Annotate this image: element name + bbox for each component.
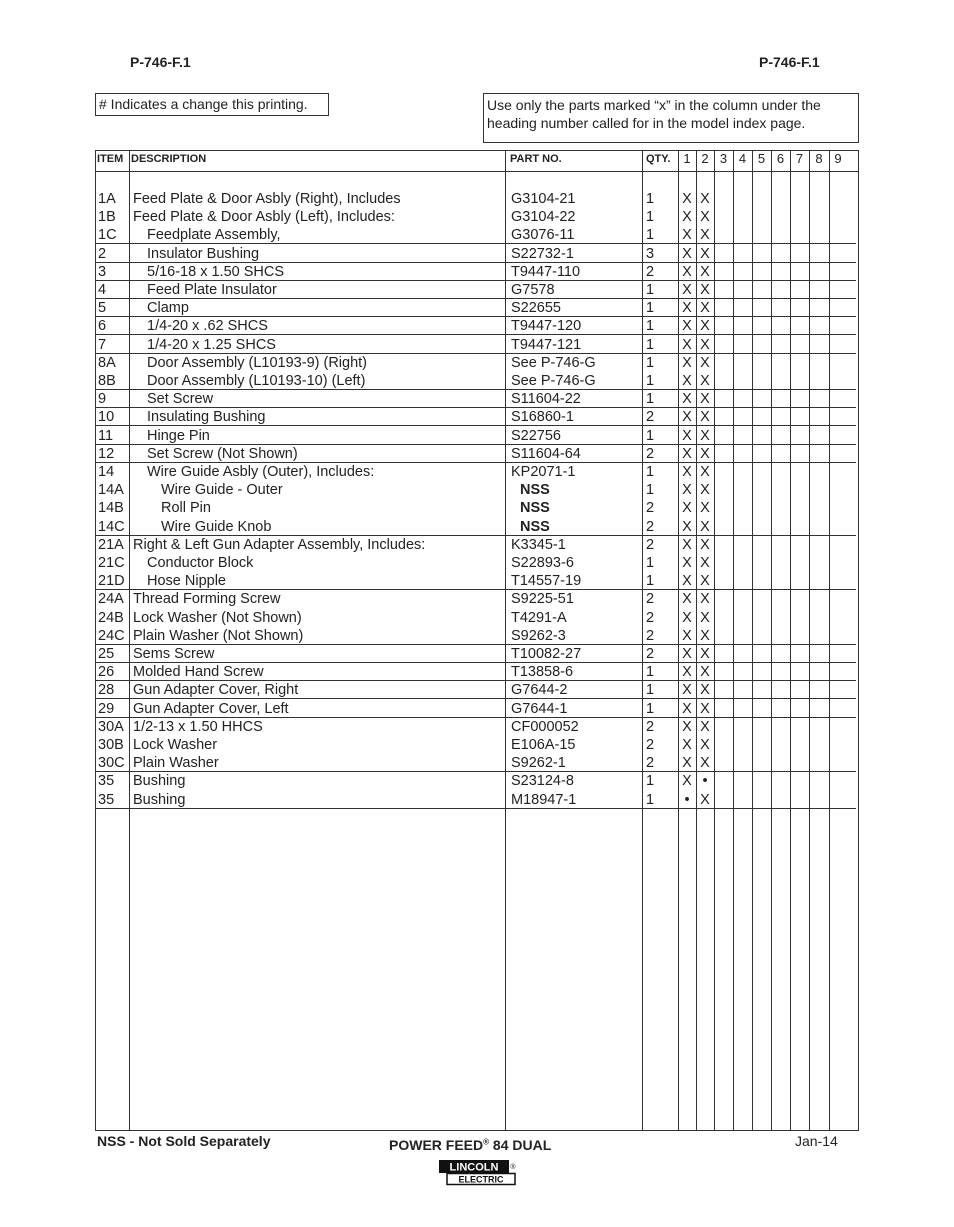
header-model-8: 8	[815, 151, 823, 166]
row-qty: 1	[646, 282, 655, 298]
table-row	[95, 245, 856, 263]
header-model-1: 1	[683, 151, 691, 166]
table-row	[95, 554, 856, 572]
table-row	[95, 499, 856, 517]
row-model-2-mark: X	[700, 464, 710, 480]
row-model-2-mark: X	[700, 409, 710, 426]
row-part-no: S11604-22	[511, 391, 581, 408]
table-row	[95, 408, 856, 426]
usage-note: Use only the parts marked “x” in the column under the heading number called for in the model index page.	[483, 93, 859, 143]
row-qty: 1	[646, 573, 655, 590]
row-item: 35	[98, 791, 115, 808]
table-row	[95, 317, 856, 335]
row-part-no: G7578	[511, 282, 555, 298]
row-model-2-mark: X	[700, 209, 710, 226]
row-model-1-mark: X	[682, 591, 692, 608]
row-qty: 1	[646, 373, 655, 389]
row-item: 30B	[98, 737, 124, 753]
row-model-2-mark: X	[700, 573, 710, 590]
row-model-2-mark: X	[700, 500, 710, 517]
row-qty: 2	[646, 500, 655, 517]
table-row	[95, 463, 856, 481]
row-part-no: E106A-15	[511, 737, 576, 753]
row-qty: 2	[646, 263, 655, 280]
row-part-no: G3104-22	[511, 209, 576, 226]
row-part-no: S22756	[511, 427, 561, 444]
row-qty: 2	[646, 445, 655, 462]
row-model-2-mark: X	[700, 591, 710, 608]
row-model-2-mark: X	[700, 445, 710, 462]
row-model-1-mark: X	[682, 391, 692, 408]
table-row	[95, 427, 856, 445]
row-model-1-mark: X	[682, 609, 692, 626]
row-qty: 1	[646, 300, 655, 317]
row-item: 10	[98, 409, 115, 426]
row-description: Roll Pin	[161, 500, 211, 517]
row-description: Feedplate Assembly,	[147, 227, 281, 244]
row-part-no: T13858-6	[511, 664, 574, 681]
row-model-1-mark: X	[682, 336, 692, 353]
row-qty: 1	[646, 391, 655, 408]
table-row	[95, 645, 856, 663]
row-model-2-mark: X	[700, 536, 710, 553]
row-model-2-mark: X	[700, 700, 710, 717]
table-row	[95, 263, 856, 281]
row-description: 1/4-20 x 1.25 SHCS	[147, 336, 276, 353]
row-item: 2	[98, 245, 107, 262]
row-description: Hinge Pin	[147, 427, 210, 444]
row-description: Wire Guide Knob	[161, 518, 272, 535]
table-row	[95, 372, 856, 390]
header-part-no: PART NO.	[510, 153, 562, 165]
row-model-2-mark: X	[700, 263, 710, 280]
row-part-no: S22732-1	[511, 245, 574, 262]
page-code-left: P-746-F.1	[130, 54, 191, 70]
row-model-1-mark: X	[682, 536, 692, 553]
table-row	[95, 208, 856, 226]
row-model-1-mark: X	[682, 500, 692, 517]
header-model-9: 9	[834, 151, 842, 166]
header-model-4: 4	[738, 151, 747, 166]
row-model-1-mark: X	[682, 464, 692, 480]
row-qty: 1	[646, 682, 655, 699]
row-qty: 1	[646, 209, 655, 226]
table-row	[95, 190, 856, 208]
row-description: Sems Screw	[133, 646, 215, 662]
row-description: Plain Washer	[133, 755, 219, 772]
row-description: Insulator Bushing	[147, 245, 260, 262]
row-item: 21C	[98, 555, 125, 571]
row-part-no: T9447-120	[511, 318, 582, 335]
row-qty: 1	[646, 773, 655, 790]
table-row	[95, 518, 856, 536]
row-model-1-mark: X	[682, 245, 692, 262]
revision-date: Jan-14	[795, 1133, 838, 1149]
row-item: 12	[98, 445, 115, 462]
row-model-1-mark: X	[682, 718, 692, 735]
row-qty: 2	[646, 409, 655, 426]
row-description: Set Screw (Not Shown)	[147, 445, 298, 462]
row-model-1-mark: X	[682, 773, 692, 790]
row-item: 29	[98, 700, 115, 717]
row-model-1-mark: X	[682, 664, 692, 681]
row-part-no: S11604-64	[511, 445, 581, 462]
row-model-2-mark: X	[700, 245, 710, 262]
row-description: Conductor Block	[147, 555, 254, 571]
table-row	[95, 772, 856, 790]
row-description: Feed Plate & Door Asbly (Left), Includes:	[133, 209, 395, 226]
row-part-no: G7644-1	[511, 700, 568, 717]
nss-footnote: NSS - Not Sold Separately	[97, 1133, 271, 1149]
row-model-2-mark: X	[700, 627, 710, 644]
row-part-no: S23124-8	[511, 773, 574, 790]
lincoln-electric-logo	[439, 1160, 517, 1186]
row-model-1-mark: X	[682, 354, 692, 371]
header-model-5: 5	[757, 151, 766, 166]
row-description: Feed Plate Insulator	[147, 282, 277, 298]
table-row	[95, 336, 856, 354]
svg-text:ELECTRIC: ELECTRIC	[458, 1174, 504, 1185]
row-part-no: S22893-6	[511, 555, 574, 571]
row-item: 24B	[98, 609, 124, 626]
row-qty: 1	[646, 191, 655, 207]
row-model-2-mark: X	[700, 609, 710, 626]
row-part-no: G3104-21	[511, 191, 576, 207]
row-part-no: M18947-1	[511, 791, 577, 808]
row-description: Plain Washer (Not Shown)	[133, 627, 304, 644]
row-model-2-mark: X	[700, 664, 710, 681]
header-model-3: 3	[719, 151, 728, 166]
row-model-2-mark: X	[700, 718, 710, 735]
row-description: Clamp	[147, 300, 189, 317]
row-qty: 1	[646, 555, 655, 571]
row-model-2-mark: X	[700, 191, 710, 207]
row-description: Bushing	[133, 791, 186, 808]
row-model-1-mark: X	[682, 555, 692, 571]
row-qty: 1	[646, 464, 655, 480]
row-model-2-mark: X	[700, 555, 710, 571]
header-model-6: 6	[776, 151, 785, 166]
row-part-no: G3076-11	[511, 227, 575, 244]
row-description: Door Assembly (L10193-10) (Left)	[147, 373, 366, 389]
row-model-2-mark: •	[702, 773, 708, 790]
row-model-1-mark: X	[682, 282, 692, 298]
table-row	[95, 281, 856, 299]
row-description: Gun Adapter Cover, Right	[133, 682, 299, 699]
row-description: Gun Adapter Cover, Left	[133, 700, 289, 717]
row-part-no: T4291-A	[511, 609, 567, 626]
header-item: ITEM	[97, 153, 124, 165]
row-model-2-mark: X	[700, 227, 710, 244]
table-row	[95, 445, 856, 463]
row-qty: 1	[646, 336, 655, 353]
row-part-no: S9262-1	[511, 755, 566, 772]
row-qty: 2	[646, 737, 655, 753]
row-qty: 1	[646, 427, 655, 444]
table-row	[95, 390, 856, 408]
row-qty: 2	[646, 646, 655, 662]
row-item: 35	[98, 773, 115, 790]
row-item: 3	[98, 263, 107, 280]
row-qty: 2	[646, 718, 655, 735]
table-row	[95, 754, 856, 772]
row-model-1-mark: X	[682, 409, 692, 426]
row-model-1-mark: X	[682, 627, 692, 644]
table-row	[95, 718, 856, 736]
row-model-2-mark: X	[700, 354, 710, 371]
row-item: 1C	[98, 227, 117, 244]
row-part-no: T9447-121	[511, 336, 582, 353]
row-model-1-mark: X	[682, 700, 692, 717]
row-model-2-mark: X	[700, 518, 710, 535]
row-description: Lock Washer	[133, 737, 218, 753]
row-description: Hose Nipple	[147, 573, 226, 590]
header-rule	[95, 171, 859, 172]
registered-mark: ®	[483, 1137, 490, 1147]
row-part-no: S22655	[511, 300, 561, 317]
row-description: Molded Hand Screw	[133, 664, 264, 681]
row-qty: 1	[646, 700, 655, 717]
row-model-2-mark: X	[700, 737, 710, 753]
row-model-1-mark: X	[682, 263, 692, 280]
table-row	[95, 609, 856, 627]
row-qty: 2	[646, 627, 655, 644]
row-item: 14C	[98, 518, 125, 535]
table-row	[95, 681, 856, 699]
row-model-2-mark: X	[700, 318, 710, 335]
row-item: 7	[98, 336, 107, 353]
row-description: Right & Left Gun Adapter Assembly, Includes:	[133, 536, 426, 553]
header-model-2: 2	[701, 151, 709, 166]
row-qty: 2	[646, 536, 655, 553]
row-model-1-mark: X	[682, 300, 692, 317]
row-part-no: S9262-3	[511, 627, 566, 644]
row-item: 5	[98, 300, 107, 317]
product-name-suffix: 84 DUAL	[489, 1137, 552, 1153]
row-item: 6	[98, 318, 107, 335]
row-part-no: NSS	[520, 482, 550, 499]
row-model-2-mark: X	[700, 755, 710, 772]
row-qty: 2	[646, 518, 655, 535]
header-qty: QTY.	[646, 153, 671, 165]
row-model-1-mark: X	[682, 755, 692, 772]
row-item: 1A	[98, 191, 116, 207]
row-model-1-mark: •	[684, 791, 690, 808]
row-description: 1/2-13 x 1.50 HHCS	[133, 718, 263, 735]
row-model-2-mark: X	[700, 336, 710, 353]
row-model-2-mark: X	[700, 682, 710, 699]
row-part-no: KP2071-1	[511, 464, 576, 480]
row-item: 30A	[98, 718, 124, 735]
row-qty: 1	[646, 318, 655, 335]
table-row	[95, 354, 856, 372]
table-row	[95, 299, 856, 317]
row-model-1-mark: X	[682, 445, 692, 462]
row-qty: 2	[646, 755, 655, 772]
row-model-1-mark: X	[682, 682, 692, 699]
row-item: 21D	[98, 573, 125, 590]
row-part-no: T10082-27	[511, 646, 582, 662]
row-model-2-mark: X	[700, 427, 710, 444]
svg-text:®: ®	[510, 1164, 516, 1171]
page-code-right: P-746-F.1	[759, 54, 820, 70]
row-item: 14B	[98, 500, 124, 517]
table-row	[95, 736, 856, 754]
table-row	[95, 700, 856, 718]
table-row	[95, 481, 856, 499]
row-model-1-mark: X	[682, 191, 692, 207]
change-note: # Indicates a change this printing.	[95, 93, 329, 116]
row-item: 11	[98, 427, 114, 444]
row-model-2-mark: X	[700, 391, 710, 408]
row-description: Set Screw	[147, 391, 214, 408]
row-description: Bushing	[133, 773, 186, 790]
table-row	[95, 590, 856, 608]
row-item: 30C	[98, 755, 125, 772]
row-item: 25	[98, 646, 115, 662]
row-model-2-mark: X	[700, 646, 710, 662]
row-description: Feed Plate & Door Asbly (Right), Includes	[133, 191, 401, 207]
row-description: 5/16-18 x 1.50 SHCS	[147, 263, 285, 280]
row-item: 24A	[98, 591, 124, 608]
row-model-2-mark: X	[700, 373, 710, 389]
row-model-2-mark: X	[700, 482, 710, 499]
table-row	[95, 791, 856, 809]
row-model-1-mark: X	[682, 573, 692, 590]
row-qty: 2	[646, 591, 655, 608]
row-qty: 1	[646, 227, 655, 244]
row-model-2-mark: X	[700, 282, 710, 298]
row-part-no: S9225-51	[511, 591, 574, 608]
row-part-no: See P-746-G	[511, 354, 596, 371]
table-row	[95, 663, 856, 681]
row-part-no: See P-746-G	[511, 373, 596, 389]
row-item: 1B	[98, 209, 116, 226]
row-item: 28	[98, 682, 115, 699]
row-item: 4	[98, 282, 107, 298]
row-qty: 1	[646, 664, 655, 681]
row-item: 24C	[98, 627, 125, 644]
row-part-no: NSS	[520, 518, 550, 535]
row-model-1-mark: X	[682, 482, 692, 499]
row-item: 14	[98, 464, 115, 480]
row-item: 8A	[98, 354, 116, 371]
row-qty: 2	[646, 609, 655, 626]
row-qty: 1	[646, 482, 655, 499]
row-part-no: G7644-2	[511, 682, 568, 699]
row-item: 14A	[98, 482, 124, 499]
row-item: 8B	[98, 373, 116, 389]
table-row	[95, 572, 856, 590]
row-model-2-mark: X	[700, 791, 710, 808]
row-part-no: T14557-19	[511, 573, 582, 590]
row-part-no: NSS	[520, 500, 550, 517]
row-model-1-mark: X	[682, 227, 692, 244]
row-part-no: CF000052	[511, 718, 579, 735]
row-description: Wire Guide - Outer	[161, 482, 283, 499]
product-name-text: POWER FEED	[389, 1137, 484, 1153]
row-description: Wire Guide Asbly (Outer), Includes:	[147, 464, 375, 480]
header-model-7: 7	[795, 151, 804, 166]
row-description: Thread Forming Screw	[133, 591, 281, 608]
row-item: 9	[98, 391, 107, 408]
row-part-no: K3345-1	[511, 536, 566, 553]
row-qty: 1	[646, 354, 655, 371]
row-part-no: S16860-1	[511, 409, 574, 426]
row-qty: 1	[646, 791, 655, 808]
row-model-1-mark: X	[682, 318, 692, 335]
svg-text:LINCOLN: LINCOLN	[449, 1161, 499, 1174]
row-model-1-mark: X	[682, 646, 692, 662]
table-row	[95, 627, 856, 645]
row-description: 1/4-20 x .62 SHCS	[147, 318, 268, 335]
row-description: Insulating Bushing	[147, 409, 266, 426]
table-row	[95, 226, 856, 244]
product-name	[389, 1137, 551, 1153]
row-model-1-mark: X	[682, 737, 692, 753]
row-model-1-mark: X	[682, 427, 692, 444]
row-description: Door Assembly (L10193-9) (Right)	[147, 354, 368, 371]
header-description: DESCRIPTION	[131, 153, 207, 165]
row-description: Lock Washer (Not Shown)	[133, 609, 302, 626]
row-model-1-mark: X	[682, 518, 692, 535]
row-model-1-mark: X	[682, 209, 692, 226]
row-model-2-mark: X	[700, 300, 710, 317]
row-model-1-mark: X	[682, 373, 692, 389]
table-row	[95, 536, 856, 554]
row-item: 26	[98, 664, 115, 681]
row-item: 21A	[98, 536, 124, 553]
row-qty: 3	[646, 245, 655, 262]
row-part-no: T9447-110	[511, 263, 581, 280]
